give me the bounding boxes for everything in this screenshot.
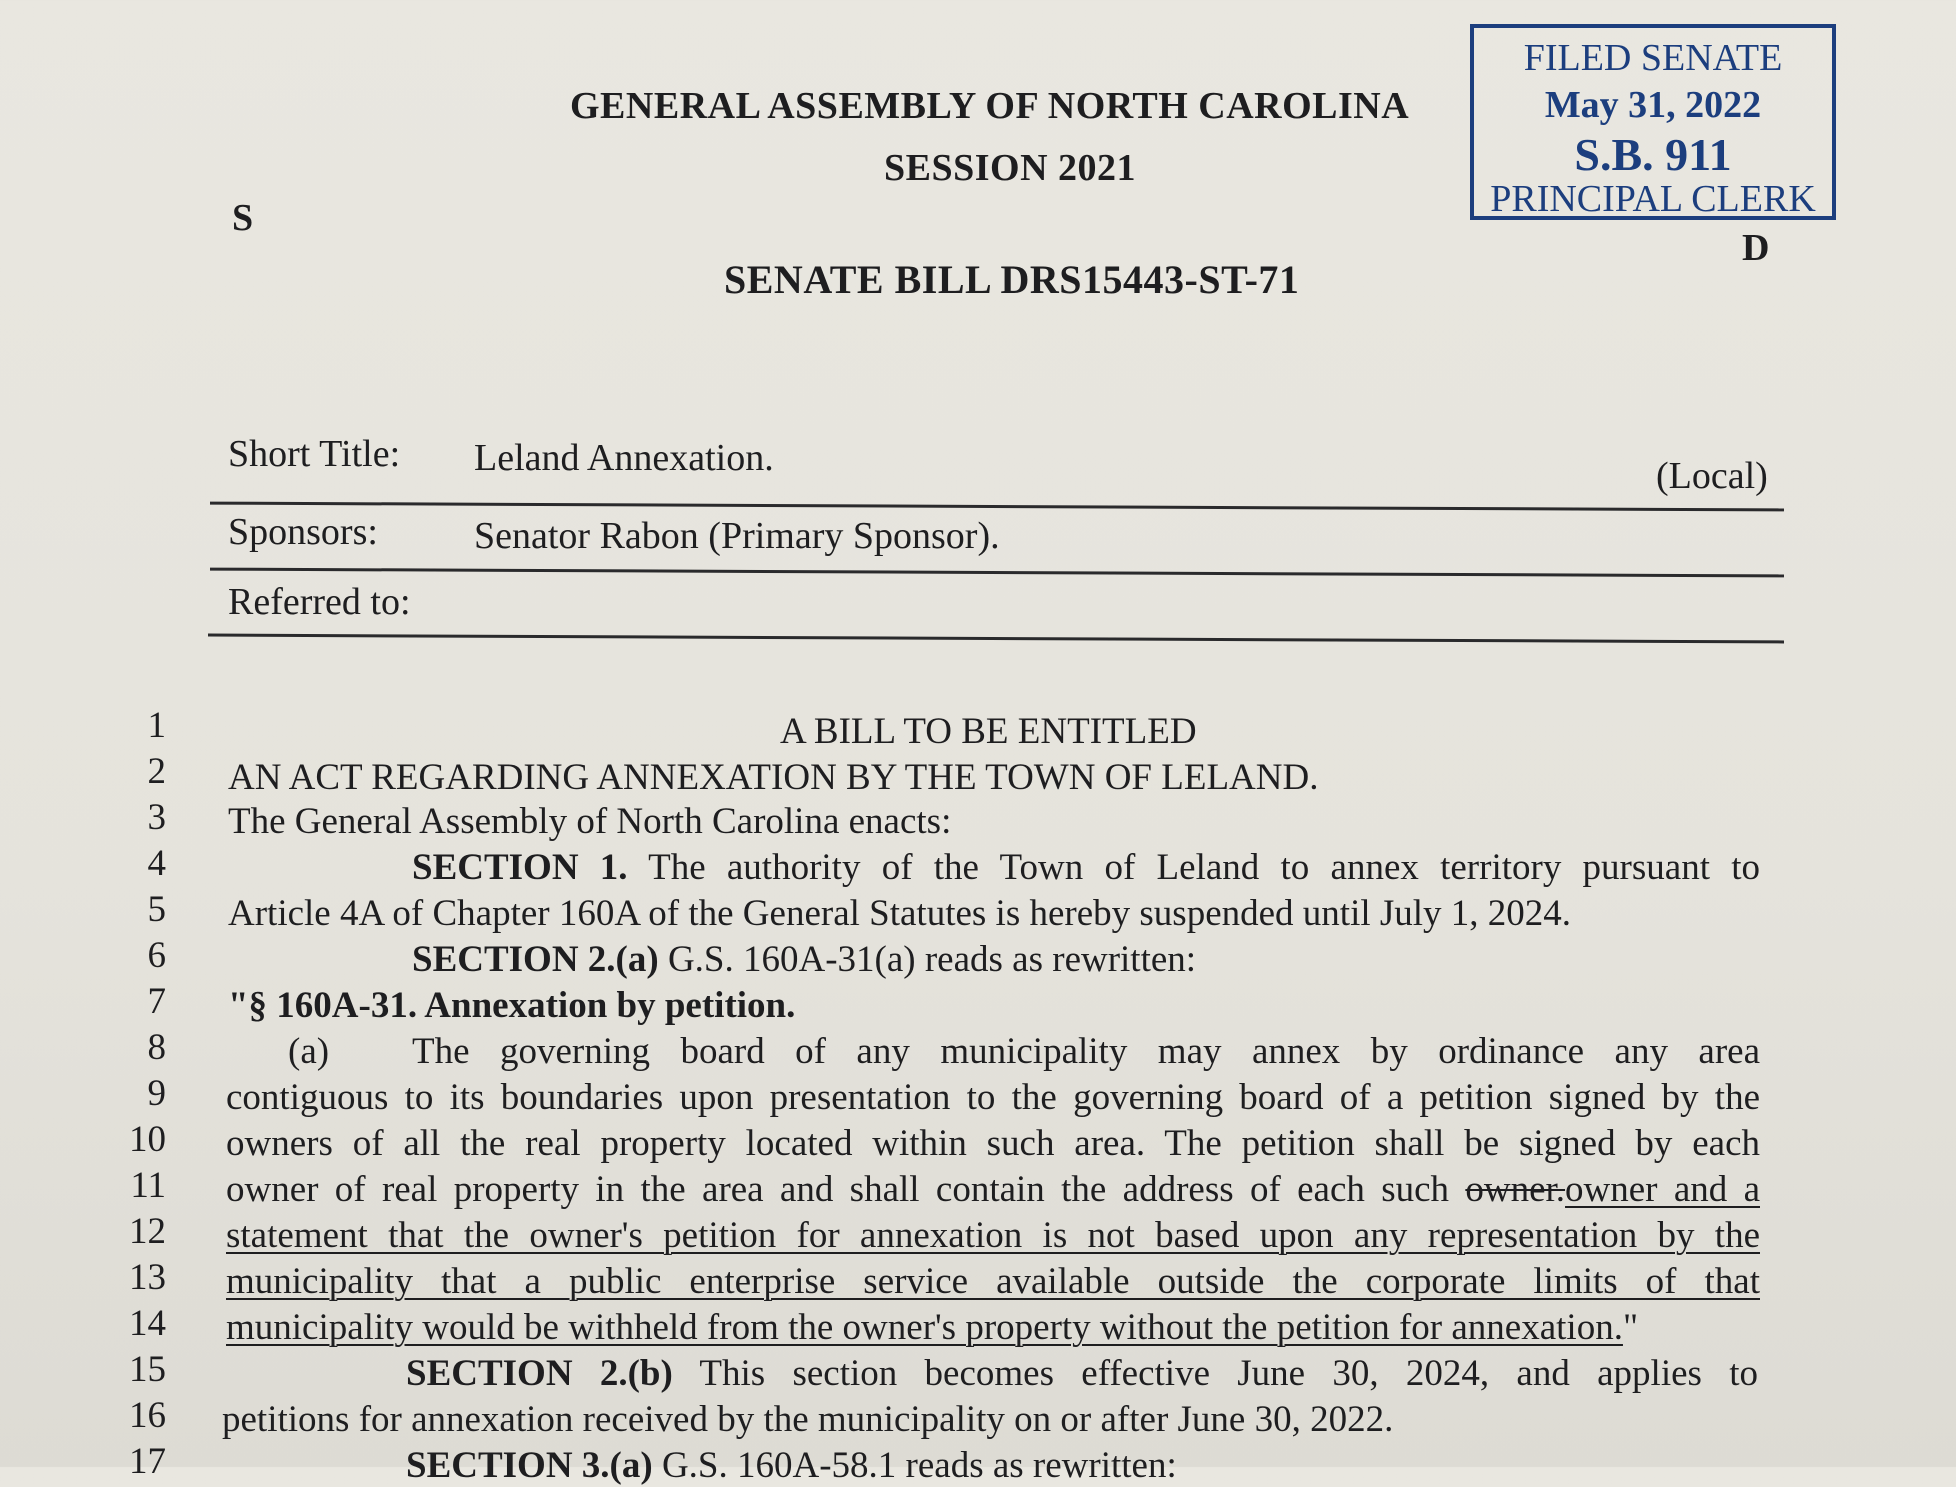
line-number: 11 xyxy=(130,1165,166,1206)
stamp-date: May 31, 2022 xyxy=(1544,84,1762,126)
line-number: 3 xyxy=(147,797,166,838)
subsection-label: (a) xyxy=(288,1031,330,1072)
line-number: 6 xyxy=(147,935,166,976)
line-number: 9 xyxy=(147,1073,166,1114)
line-number: 10 xyxy=(129,1119,166,1160)
sponsors-label: Sponsors: xyxy=(228,511,378,553)
divider-rule xyxy=(210,502,1784,512)
line-number: 15 xyxy=(129,1349,166,1390)
statute-heading: "§ 160A-31. Annexation by petition. xyxy=(228,985,796,1026)
referred-label: Referred to: xyxy=(228,581,411,623)
inserted-text: municipality would be withheld from the owner's property without the petition for annexation. xyxy=(226,1307,1623,1348)
bill-line-16: petitions for annexation received by the municipality on or after June 30, 2022. xyxy=(222,1399,1394,1440)
section-heading: SECTION 3.(a) xyxy=(406,1445,653,1486)
line-number: 13 xyxy=(129,1257,166,1298)
line-text: G.S. 160A-58.1 reads as rewritten: xyxy=(661,1445,1177,1486)
stamp-bill-number: S.B. 911 xyxy=(1574,129,1732,180)
filed-stamp xyxy=(1470,24,1836,220)
line-number: 14 xyxy=(129,1303,166,1344)
line-text: The authority of the Town of Leland to annex territory pursuant to xyxy=(648,847,1760,888)
bill-line-13 xyxy=(226,1260,1760,1303)
line-text: This section becomes effective June 30, 2024, and applies to xyxy=(699,1353,1758,1394)
sponsors-value: Senator Rabon (Primary Sponsor). xyxy=(474,515,1000,557)
line-number: 2 xyxy=(147,751,166,792)
bill-line-1: A BILL TO BE ENTITLED xyxy=(780,711,1197,752)
section-heading: SECTION 2.(b) xyxy=(406,1353,673,1394)
bill-line-8: The governing board of any municipality may annex by ordinance any area xyxy=(412,1031,1760,1072)
bill-line-2: AN ACT REGARDING ANNEXATION BY THE TOWN OF LELAND. xyxy=(228,757,1319,798)
line-number: 17 xyxy=(129,1441,166,1482)
bill-type: (Local) xyxy=(1656,455,1768,497)
bill-line-5: Article 4A of Chapter 160A of the General Statutes is hereby suspended until July 1, 2024. xyxy=(228,893,1572,934)
bill-line-17 xyxy=(406,1444,1177,1487)
struck-text: owner. xyxy=(1465,1169,1566,1210)
line-number: 7 xyxy=(147,981,166,1022)
section-heading: SECTION 1. xyxy=(412,847,628,888)
bill-line-10: owners of all the real property located within such area. The petition shall be signed by each xyxy=(226,1123,1760,1164)
bill-line-4 xyxy=(412,846,1760,889)
bill-line-9: contiguous to its boundaries upon presentation to the governing board of a petition signed by the xyxy=(226,1077,1760,1118)
bill-line-11 xyxy=(226,1168,1760,1211)
inserted-text: statement that the owner's petition for annexation is not based upon any representation by the xyxy=(226,1215,1760,1256)
chamber-letter: S xyxy=(232,197,254,239)
inserted-text: owner and a xyxy=(1565,1169,1760,1210)
inserted-text: municipality that a public enterprise service available outside the corporate limits of that xyxy=(226,1261,1760,1302)
line-number: 8 xyxy=(147,1027,166,1068)
bill-line-3: The General Assembly of North Carolina enacts: xyxy=(228,801,952,842)
draft-letter: D xyxy=(1742,227,1770,269)
divider-rule xyxy=(210,568,1784,578)
bill-title: SENATE BILL DRS15443-ST-71 xyxy=(724,257,1300,302)
bill-line-6 xyxy=(412,938,1196,981)
divider-rule xyxy=(208,634,1784,644)
stamp-filed-label: FILED SENATE xyxy=(1523,37,1783,79)
section-heading: SECTION 2.(a) xyxy=(412,939,659,980)
line-text: owner of real property in the area and shall contain the address of each such xyxy=(226,1169,1466,1210)
line-text: G.S. 160A-31(a) reads as rewritten: xyxy=(667,939,1197,980)
bill-line-12 xyxy=(226,1214,1760,1257)
short-title-label: Short Title: xyxy=(228,433,401,475)
line-number: 1 xyxy=(147,705,166,746)
short-title-value: Leland Annexation. xyxy=(474,437,774,479)
line-number: 12 xyxy=(129,1211,166,1252)
session-heading: SESSION 2021 xyxy=(884,147,1137,189)
line-number: 5 xyxy=(147,889,166,930)
stamp-clerk: PRINCIPAL CLERK xyxy=(1490,178,1816,220)
assembly-heading: GENERAL ASSEMBLY OF NORTH CAROLINA xyxy=(570,85,1410,127)
bill-line-15 xyxy=(406,1352,1758,1395)
bill-line-14 xyxy=(226,1306,1638,1349)
line-number: 4 xyxy=(147,843,166,884)
line-number: 16 xyxy=(129,1395,166,1436)
closing-quote: " xyxy=(1622,1307,1639,1348)
